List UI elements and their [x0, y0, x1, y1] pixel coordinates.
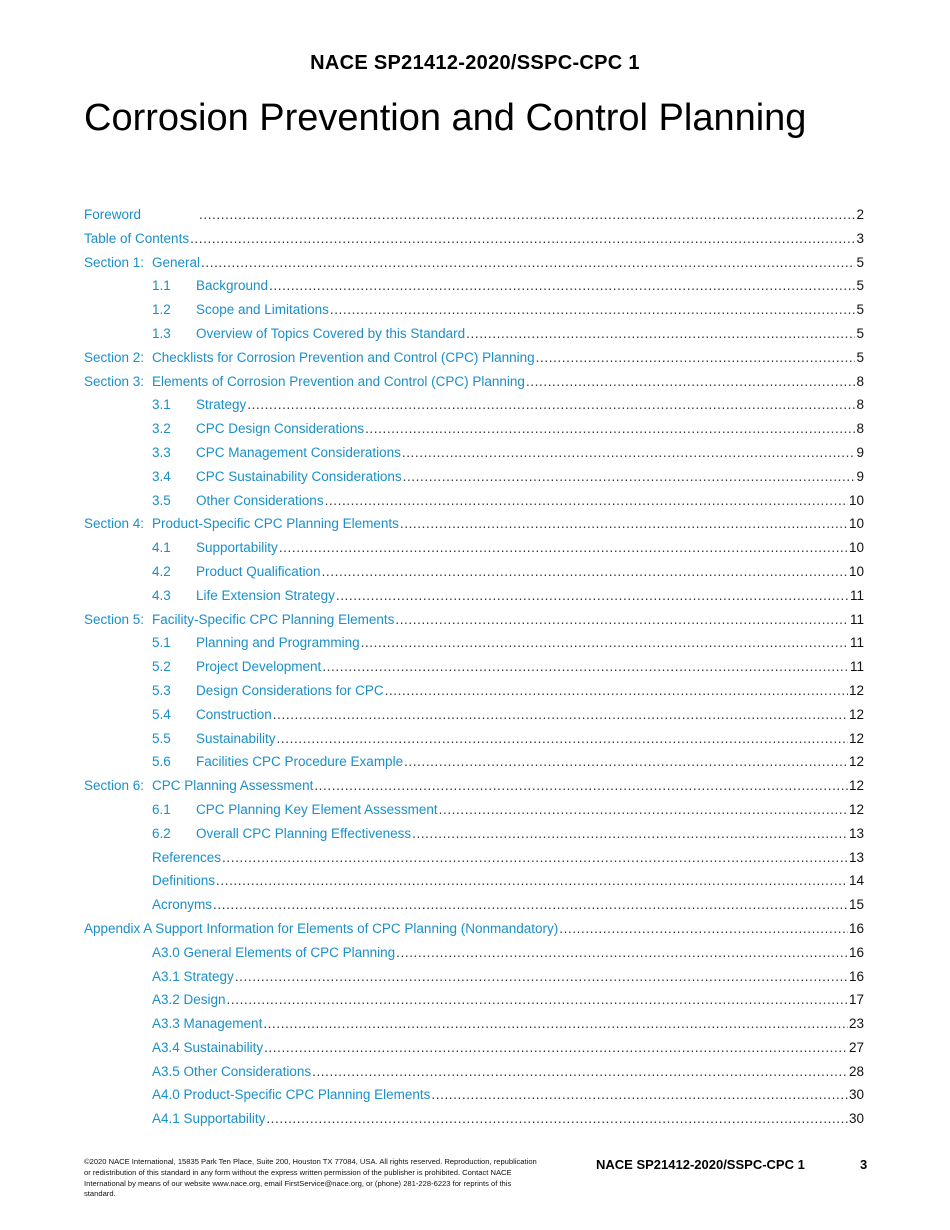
toc-dot-leader — [266, 1111, 848, 1126]
toc-entry-page: 13 — [848, 849, 864, 865]
toc-dot-leader — [336, 588, 849, 603]
toc-entry-title: Overall CPC Planning Effectiveness — [196, 825, 412, 841]
toc-entry-title: Facility-Specific CPC Planning Elements — [152, 611, 395, 627]
toc-entry-page: 11 — [849, 635, 864, 651]
toc-entry[interactable] — [84, 659, 864, 683]
toc-entry[interactable] — [84, 707, 864, 731]
toc-dot-leader — [314, 778, 848, 793]
toc-entry-page: 5 — [856, 349, 864, 365]
toc-entry-page: 16 — [848, 920, 864, 936]
toc-entry-title: Overview of Topics Covered by this Standard — [196, 325, 466, 341]
toc-entry-number: Section 6: — [84, 778, 145, 794]
toc-entry-title: A4.0 Product-Specific CPC Planning Elements — [152, 1087, 431, 1103]
toc-entry[interactable] — [84, 564, 864, 588]
toc-entry-title: Table of Contents — [84, 230, 190, 246]
toc-dot-leader — [559, 921, 848, 936]
toc-entry-number: 5.2 — [152, 659, 171, 675]
toc-entry-page: 11 — [849, 659, 864, 675]
toc-entry-page: 11 — [849, 611, 864, 627]
toc-entry-title: Strategy — [196, 397, 247, 413]
toc-entry[interactable] — [84, 778, 864, 802]
toc-entry[interactable] — [84, 540, 864, 564]
toc-entry[interactable] — [84, 1111, 864, 1135]
toc-entry-number: 5.4 — [152, 706, 171, 722]
toc-dot-leader — [361, 635, 849, 650]
toc-entry[interactable] — [84, 469, 864, 493]
toc-dot-leader — [412, 826, 848, 841]
toc-dot-leader — [213, 897, 848, 912]
toc-entry-page: 5 — [856, 302, 864, 318]
toc-entry-title: CPC Planning Assessment — [152, 778, 314, 794]
toc-entry[interactable] — [84, 516, 864, 540]
toc-entry[interactable] — [84, 397, 864, 421]
toc-entry-page: 16 — [848, 968, 864, 984]
toc-entry-number: 3.2 — [152, 421, 171, 437]
toc-entry[interactable] — [84, 421, 864, 445]
toc-entry-page: 10 — [848, 516, 864, 532]
toc-entry[interactable] — [84, 731, 864, 755]
toc-entry-title: Construction — [196, 706, 272, 722]
toc-dot-leader — [404, 754, 848, 769]
toc-entry[interactable] — [84, 802, 864, 826]
toc-entry-page: 30 — [848, 1087, 864, 1103]
footer-document-code: NACE SP21412-2020/SSPC-CPC 1 — [596, 1157, 805, 1172]
toc-entry[interactable] — [84, 850, 864, 874]
toc-entry-title: Design Considerations for CPC — [196, 682, 384, 698]
toc-entry-page: 10 — [848, 540, 864, 556]
toc-entry-page: 15 — [848, 897, 864, 913]
toc-entry-page: 17 — [848, 992, 864, 1008]
toc-entry-title: A3.1 Strategy — [152, 968, 234, 984]
toc-entry-number: 1.1 — [152, 278, 171, 294]
toc-dot-leader — [402, 445, 856, 460]
toc-entry-number: 4.2 — [152, 563, 171, 579]
document-title: Corrosion Prevention and Control Planning — [84, 97, 807, 139]
toc-entry-number: 5.6 — [152, 754, 171, 770]
toc-entry[interactable] — [84, 588, 864, 612]
toc-entry-title: Other Considerations — [196, 492, 324, 508]
toc-entry-page: 10 — [848, 492, 864, 508]
toc-dot-leader — [222, 850, 848, 865]
toc-entry-title: References — [152, 849, 222, 865]
toc-entry[interactable] — [84, 374, 864, 398]
toc-entry-page: 10 — [848, 563, 864, 579]
toc-entry-page: 12 — [848, 801, 864, 817]
toc-entry-page: 12 — [848, 706, 864, 722]
toc-entry-title: A3.3 Management — [152, 1016, 263, 1032]
toc-entry-page: 23 — [848, 1016, 864, 1032]
toc-entry-number: Section 4: — [84, 516, 145, 532]
toc-dot-leader — [466, 326, 855, 341]
toc-entry[interactable] — [84, 1087, 864, 1111]
toc-dot-leader — [235, 969, 848, 984]
toc-dot-leader — [400, 516, 848, 531]
toc-entry-title: CPC Planning Key Element Assessment — [196, 801, 438, 817]
toc-entry-title: CPC Design Considerations — [196, 421, 365, 437]
toc-entry-title: General — [152, 254, 201, 270]
toc-entry-page: 14 — [848, 873, 864, 889]
toc-entry-number: 5.1 — [152, 635, 171, 651]
toc-entry-page: 28 — [848, 1063, 864, 1079]
toc-entry-page: 13 — [848, 825, 864, 841]
table-of-contents — [84, 207, 864, 1135]
toc-entry-number: 3.1 — [152, 397, 171, 413]
toc-entry-title: Acronyms — [152, 897, 213, 913]
toc-entry-number: Section 1: — [84, 254, 145, 270]
toc-dot-leader — [227, 992, 848, 1007]
toc-entry-title: A3.2 Design — [152, 992, 226, 1008]
toc-entry-title: Project Development — [196, 659, 322, 675]
toc-dot-leader — [365, 421, 855, 436]
toc-entry[interactable] — [84, 1016, 864, 1040]
toc-dot-leader — [312, 1064, 848, 1079]
toc-dot-leader — [536, 350, 856, 365]
toc-dot-leader — [403, 469, 856, 484]
toc-entry-title: Background — [196, 278, 269, 294]
toc-entry[interactable] — [84, 1040, 864, 1064]
toc-entry-title: Elements of Corrosion Prevention and Control (CPC) Planning — [152, 373, 525, 389]
running-header-code: NACE SP21412-2020/SSPC-CPC 1 — [310, 52, 640, 74]
toc-dot-leader — [396, 945, 848, 960]
toc-entry-number: Section 2: — [84, 349, 145, 365]
toc-entry-number: 3.4 — [152, 468, 171, 484]
toc-entry-page: 5 — [856, 278, 864, 294]
toc-dot-leader — [216, 873, 848, 888]
toc-entry-number: 1.2 — [152, 302, 171, 318]
toc-entry-title: CPC Sustainability Considerations — [196, 468, 402, 484]
toc-entry-page: 12 — [848, 730, 864, 746]
toc-entry[interactable] — [84, 873, 864, 897]
toc-entry-page: 12 — [848, 682, 864, 698]
toc-entry-number: 6.1 — [152, 801, 171, 817]
toc-entry-number: 6.2 — [152, 825, 171, 841]
toc-entry-title: Product-Specific CPC Planning Elements — [152, 516, 399, 532]
toc-entry-page: 8 — [856, 373, 864, 389]
toc-entry[interactable] — [84, 754, 864, 778]
toc-entry[interactable] — [84, 635, 864, 659]
toc-entry-title: Facilities CPC Procedure Example — [196, 754, 404, 770]
toc-entry-page: 9 — [856, 444, 864, 460]
toc-entry[interactable] — [84, 445, 864, 469]
toc-entry-page: 12 — [848, 778, 864, 794]
toc-entry-title: Sustainability — [196, 730, 276, 746]
toc-entry-page: 2 — [856, 207, 864, 222]
toc-entry-page: 11 — [849, 587, 864, 603]
toc-dot-leader — [263, 1016, 848, 1031]
toc-entry-number: 1.3 — [152, 325, 171, 341]
toc-dot-leader — [395, 612, 849, 627]
toc-entry-page: 12 — [848, 754, 864, 770]
toc-entry[interactable] — [84, 493, 864, 517]
toc-dot-leader — [322, 659, 849, 674]
toc-entry-page: 3 — [856, 230, 864, 246]
toc-entry-title: Scope and Limitations — [196, 302, 329, 318]
toc-entry-page: 9 — [856, 468, 864, 484]
toc-entry-number: Section 5: — [84, 611, 145, 627]
toc-entry-title: Definitions — [152, 873, 216, 889]
toc-entry-number: 4.1 — [152, 540, 171, 556]
toc-entry[interactable] — [84, 302, 864, 326]
toc-entry[interactable] — [84, 278, 864, 302]
toc-entry-number: Foreword — [84, 207, 142, 222]
toc-entry-number: 3.5 — [152, 492, 171, 508]
toc-entry-page: 8 — [856, 397, 864, 413]
toc-entry[interactable] — [84, 826, 864, 850]
toc-entry[interactable] — [84, 350, 864, 374]
toc-entry-title: A3.5 Other Considerations — [152, 1063, 312, 1079]
toc-entry-title: Planning and Programming — [196, 635, 360, 651]
toc-dot-leader — [279, 540, 848, 555]
toc-entry-page: 5 — [856, 325, 864, 341]
toc-dot-leader — [526, 374, 856, 389]
toc-entry-page: 8 — [856, 421, 864, 437]
toc-entry-page: 5 — [856, 254, 864, 270]
toc-dot-leader — [264, 1040, 848, 1055]
toc-dot-leader — [385, 683, 848, 698]
toc-entry-title: Appendix A Support Information for Elements of CPC Planning (Nonmandatory) — [84, 920, 559, 936]
toc-entry-title: A4.1 Supportability — [152, 1111, 266, 1127]
toc-entry[interactable] — [84, 255, 864, 279]
toc-entry[interactable] — [84, 683, 864, 707]
toc-dot-leader — [439, 802, 848, 817]
toc-entry[interactable] — [84, 612, 864, 636]
toc-entry[interactable] — [84, 1064, 864, 1088]
toc-dot-leader — [325, 493, 848, 508]
toc-dot-leader — [199, 207, 855, 222]
toc-dot-leader — [322, 564, 848, 579]
toc-dot-leader — [201, 255, 855, 270]
toc-entry-number: 5.3 — [152, 682, 171, 698]
toc-entry-title: A3.4 Sustainability — [152, 1039, 264, 1055]
toc-dot-leader — [247, 397, 855, 412]
toc-dot-leader — [431, 1087, 848, 1102]
toc-entry-title: CPC Management Considerations — [196, 444, 401, 460]
toc-entry-title: A3.0 General Elements of CPC Planning — [152, 944, 396, 960]
toc-entry-page: 16 — [848, 944, 864, 960]
toc-entry-title: Supportability — [196, 540, 278, 556]
toc-dot-leader — [330, 302, 856, 317]
toc-dot-leader — [190, 231, 855, 246]
toc-entry[interactable] — [84, 992, 864, 1016]
toc-dot-leader — [269, 278, 855, 293]
toc-entry[interactable] — [84, 207, 864, 231]
toc-entry[interactable] — [84, 326, 864, 350]
page-number: 3 — [860, 1157, 868, 1172]
toc-entry-page: 27 — [848, 1039, 864, 1055]
toc-entry-title: Product Qualification — [196, 563, 321, 579]
toc-entry-title: Checklists for Corrosion Prevention and Control (CPC) Planning — [152, 349, 535, 365]
toc-entry[interactable] — [84, 945, 864, 969]
toc-entry-page: 30 — [848, 1111, 864, 1127]
toc-dot-leader — [273, 707, 848, 722]
toc-entry[interactable] — [84, 231, 864, 255]
toc-dot-leader — [277, 731, 848, 746]
toc-entry-number: 5.5 — [152, 730, 171, 746]
toc-entry-number: Section 3: — [84, 373, 145, 389]
toc-entry-number: 4.3 — [152, 587, 171, 603]
toc-entry[interactable] — [84, 969, 864, 993]
toc-entry[interactable] — [84, 897, 864, 921]
toc-entry[interactable] — [84, 921, 864, 945]
toc-entry-title: Life Extension Strategy — [196, 587, 335, 603]
footer-copyright-notice: ©2020 NACE International, 15835 Park Ten Place, Suite 200, Houston TX 77084, USA. All rights reserved. Reproduction, republication or redistribution of this standard in any form without the express written permission of the publisher is prohibited. Contact NACE International by means of our website www.nace.org, email FirstService@nace.org, or (phone) 281-228-6223 for reprints of this standard. — [84, 1157, 537, 1199]
toc-entry-number: 3.3 — [152, 444, 171, 460]
